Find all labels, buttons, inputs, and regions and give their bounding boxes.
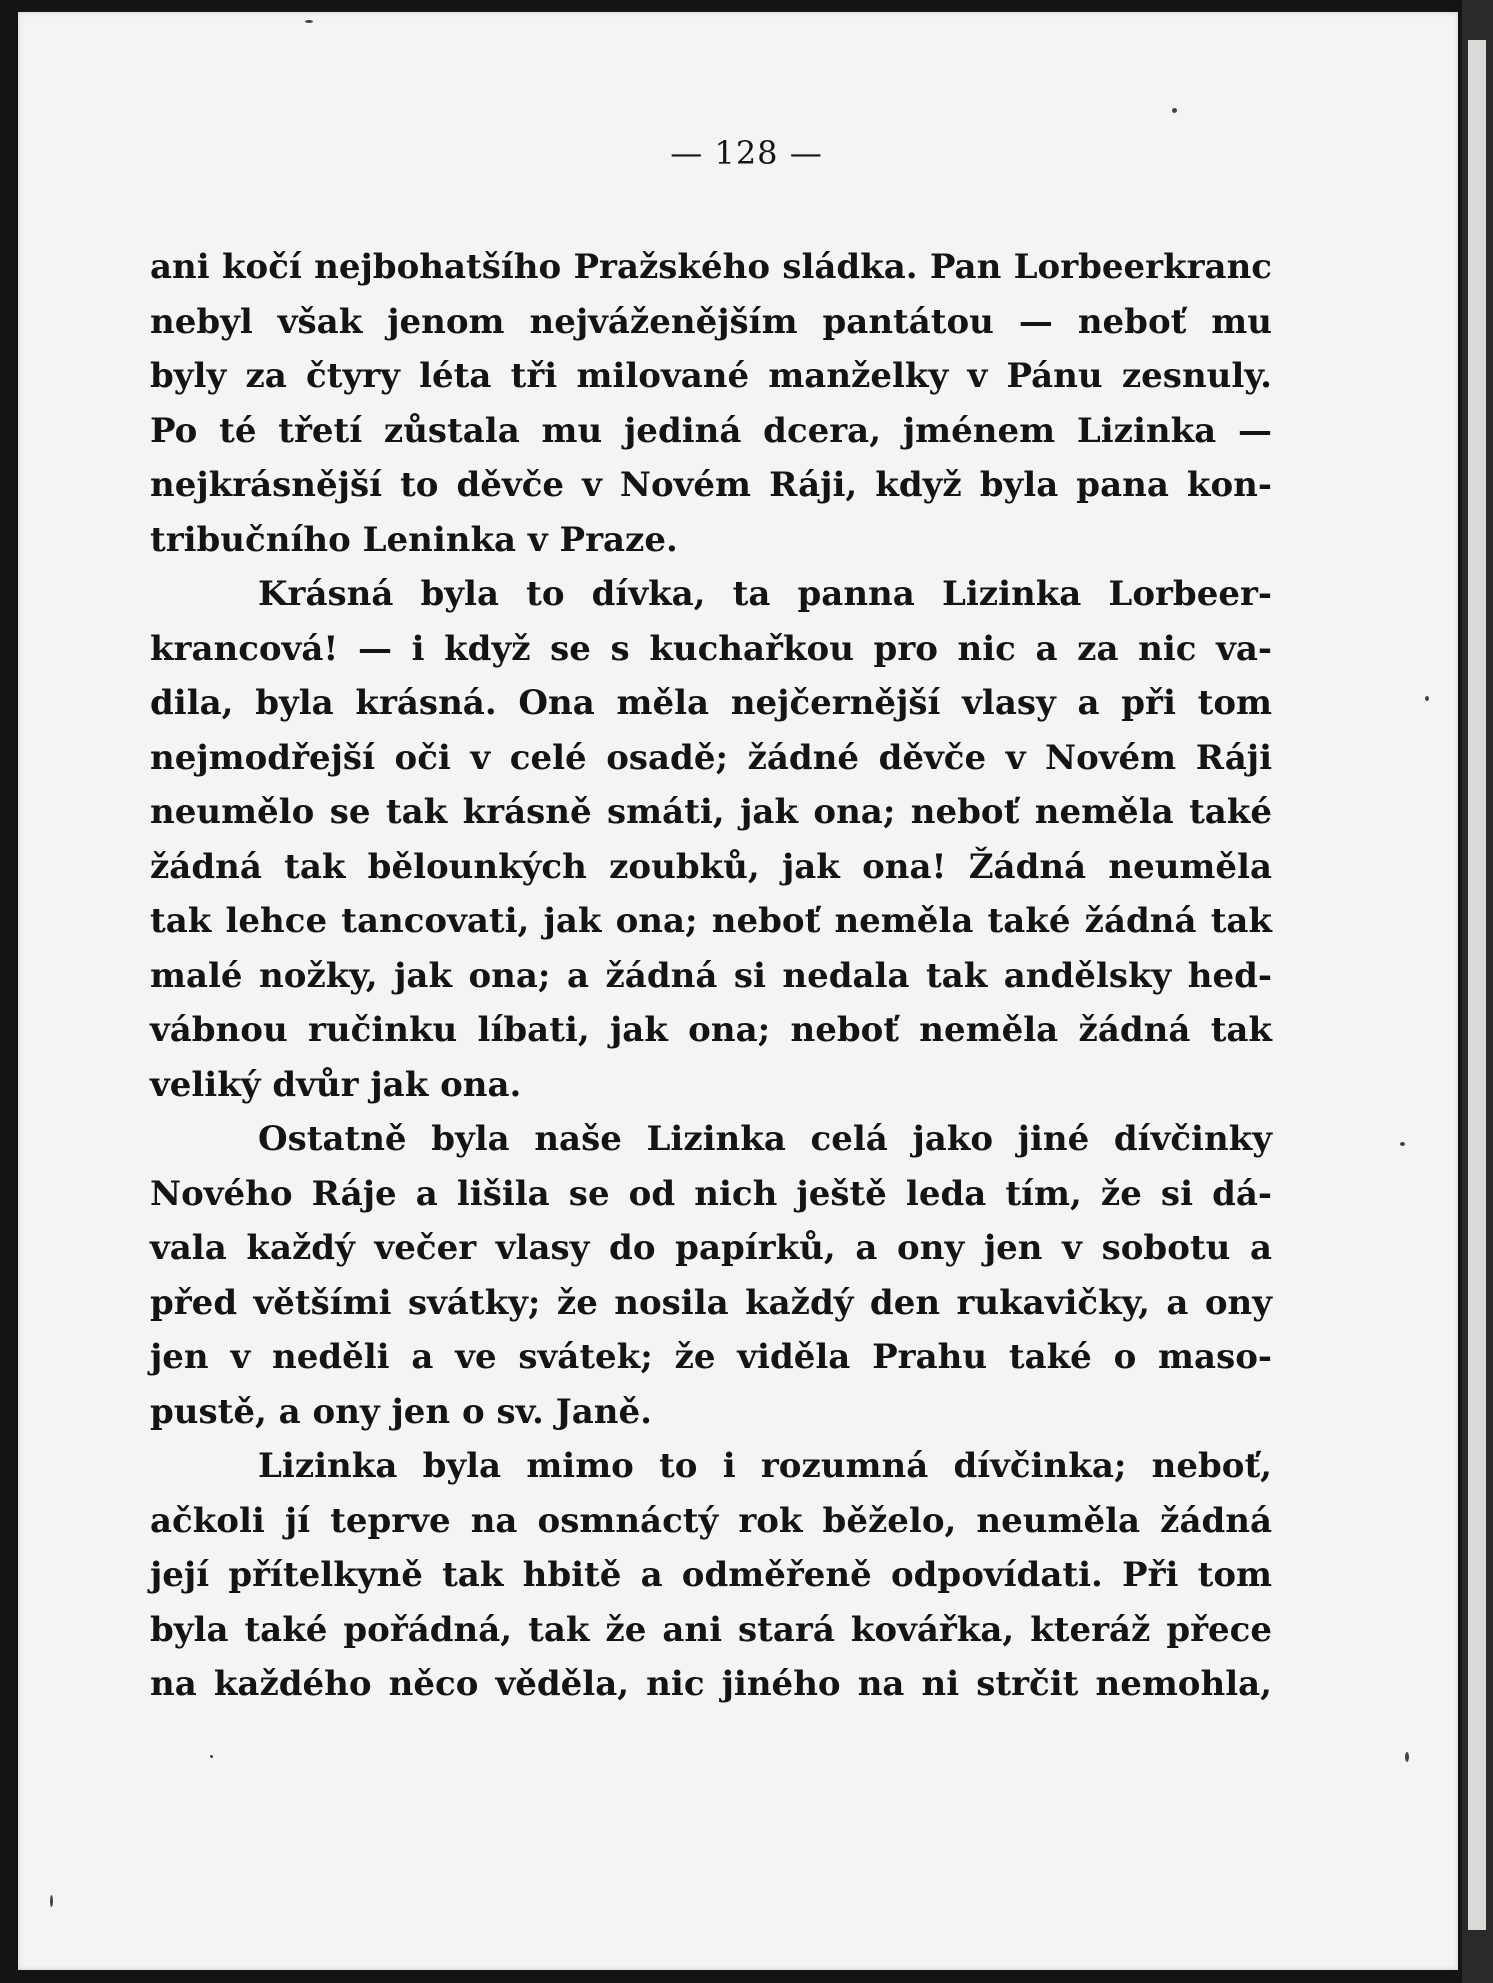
adjacent-page-edge [1462,0,1493,1983]
text-line: tribučního Leninka v Praze. [150,519,678,560]
scan-speck [305,20,313,23]
text-line: žádná tak bělounkých zoubků, jak ona! Žádná neuměla [150,846,1272,887]
text-line: ani kočí nejbohatšího Pražského sládka. Pan Lorbeerkranc [150,247,1272,287]
adjacent-page-sliver [1468,40,1486,1930]
scan-speck [210,1755,213,1758]
text-line: Nového Ráje a lišila se od nich ještě leda tím, že si dá- [150,1173,1272,1214]
scan-speck [1400,1142,1405,1146]
text-line: Lizinka byla mimo to i rozumná dívčinka; neboť, [258,1446,1272,1486]
text-line: nebyl však jenom nejváženějším pantátou — neboť mu [150,301,1272,342]
text-line: neumělo se tak krásně smáti, jak ona; neboť neměla také [150,792,1272,832]
scan-speck [50,1895,53,1907]
text-line: dila, byla krásná. Ona měla nejčernější vlasy a při tom [150,683,1272,723]
text-line: vala každý večer vlasy do papírků, a ony jen v sobotu a [150,1228,1272,1268]
text-line: byla také pořádná, tak že ani stará kovářka, kteráž přece [150,1609,1272,1650]
scan-speck [1425,696,1429,701]
text-line: jen v neděli a ve svátek; že viděla Prahu také o maso- [150,1337,1272,1377]
text-line: ačkoli jí teprve na osmnáctý rok běželo, neuměla žádná [150,1500,1272,1541]
text-line: malé nožky, jak ona; a žádná si nedala tak andělsky hed- [150,955,1272,996]
scan-speck [1172,108,1177,113]
text-line: byly za čtyry léta tři milované manželky v Pánu zesnuly. [150,356,1272,396]
text-line: krancová! — i když se s kuchařkou pro nic a za nic va- [150,628,1272,669]
text-line: Krásná byla to dívka, ta panna Lizinka Lorbeer- [258,574,1272,614]
text-line: na každého něco věděla, nic jiného na ni strčit nemohla, [150,1664,1272,1704]
text-line: pustě, a ony jen o sv. Janě. [150,1391,652,1432]
text-line: nejkrásnější to děvče v Novém Ráji, když byla pana kon- [150,465,1272,505]
page-number: — 128 — [670,134,823,172]
text-line: tak lehce tancovati, jak ona; neboť neměla také žádná tak [150,901,1272,941]
scan-speck [1405,1752,1409,1762]
text-line: veliký dvůr jak ona. [150,1064,522,1105]
text-line: Ostatně byla naše Lizinka celá jako jiné dívčinky [258,1119,1272,1159]
text-line: nejmodřejší oči v celé osadě; žádné děvče v Novém Ráji [150,737,1272,778]
body-text [150,240,1272,1712]
text-line: před většími svátky; že nosila každý den rukavičky, a ony [150,1282,1272,1323]
text-line: Po té třetí zůstala mu jediná dcera, jménem Lizinka — [150,410,1272,451]
text-line: její přítelkyně tak hbitě a odměřeně odpovídati. Při tom [150,1555,1272,1595]
text-line: vábnou ručinku líbati, jak ona; neboť neměla žádná tak [150,1010,1272,1050]
